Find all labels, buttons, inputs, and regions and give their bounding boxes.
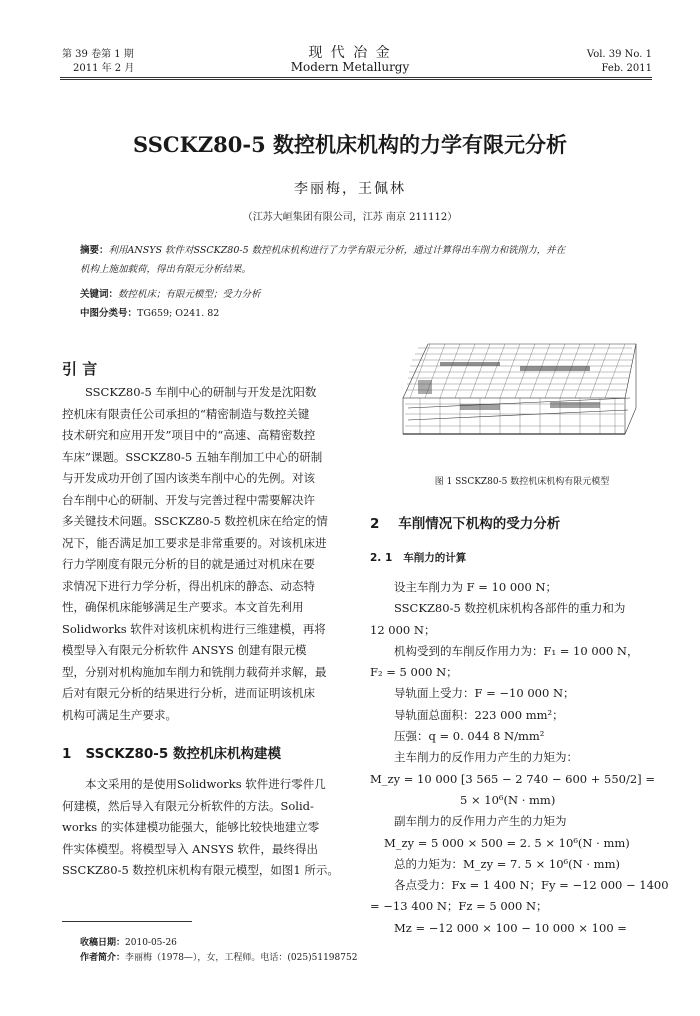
section-2-1-title: 车削力的计算 <box>403 552 467 564</box>
calc-line: 副车削力的反作用力产生的力矩为 <box>394 814 567 829</box>
calc-line: 压强：q = 0. 044 8 N/mm² <box>394 729 545 744</box>
fem-model-figure <box>400 336 640 454</box>
journal-name-cn: 现 代 冶 金 <box>308 45 392 61</box>
page-title: SSCKZ80-5 数控机床机构的力学有限元分析 <box>132 132 568 157</box>
calc-line: 设主车削力为 F = 10 000 N； <box>394 580 558 594</box>
intro-line: 与开发成功开创了国内该类车削中心的先例。对该 <box>62 471 315 485</box>
header-rule-thin <box>60 79 652 80</box>
figure-1-caption: 图 1 SSCKZ80-5 数控机床机构有限元模型 <box>434 477 610 487</box>
clc-label: 中图分类号： <box>80 308 138 319</box>
calc-line: = −13 400 N；Fz = 5 000 N； <box>370 899 548 914</box>
calculation-block <box>370 577 669 939</box>
calc-line: 各点受力：Fx = 1 400 N；Fy = −12 000 − 1400 <box>394 878 669 893</box>
intro-line: 车床”课题。SSCKZ80-5 五轴车削加工中心的研制 <box>62 449 323 464</box>
issue-date: 2011 年 2 月 <box>73 63 135 74</box>
intro-line: 技术研究和应用开发”项目中的“高速、高精密数控 <box>62 428 316 442</box>
intro-line: 机构可满足生产要求。 <box>62 707 177 722</box>
abstract-text-1: 利用ANSYS 软件对SSCKZ80-5 数控机床机构进行了力学有限元分析，通过计算得出车削力和铣削力，并在 <box>108 245 566 256</box>
section-1-line: 件实体模型。将模型导入 ANSYS 软件，最终得出 <box>62 841 319 856</box>
received-label: 收稿日期： <box>80 938 126 948</box>
author-bio-label: 作者简介： <box>80 953 126 963</box>
intro-line: SSCKZ80-5 车削中心的研制与开发是沈阳数 <box>85 385 317 399</box>
section-1-number: 1 <box>62 746 72 762</box>
calc-line: 12 000 N； <box>370 622 436 637</box>
machine-components <box>418 362 600 410</box>
intro-line: 型，分别对机构施加车削力和铣削力载荷并求解，最 <box>62 664 327 679</box>
calc-line: 主车削力的反作用力产生的力矩为： <box>394 750 578 765</box>
section-2-1-heading <box>370 550 466 565</box>
calc-line: 5 × 10⁶(N · mm) <box>460 792 556 807</box>
abstract <box>80 241 640 279</box>
intro-line: 行力学刚度有限元分析的目的就是通过对机床在要 <box>62 557 315 571</box>
journal-name-en: Modern Metallurgy <box>290 60 410 74</box>
section-1-paragraph <box>62 774 350 882</box>
intro-line: 控机床有限责任公司承担的“精密制造与数控关键 <box>62 406 310 421</box>
issue-volume: 第 39 卷第 1 期 <box>62 49 134 60</box>
section-2-number: 2 <box>370 516 380 532</box>
abstract-text-2: 机构上施加载荷，得出有限元分析结果。 <box>80 264 252 275</box>
date-en: Feb. 2011 <box>601 63 652 74</box>
section-1-line: works 的实体建模功能强大，能够比较快地建立零 <box>62 820 320 834</box>
calc-line: SSCKZ80-5 数控机床机构各部件的重力和为 <box>394 601 626 616</box>
abstract-label: 摘要： <box>80 245 109 256</box>
calc-line: Mz = −12 000 × 100 − 10 000 × 100 = <box>394 920 627 935</box>
section-1-title: SSCKZ80-5 数控机床机构建模 <box>85 746 281 762</box>
keywords-label: 关键词： <box>80 289 119 300</box>
intro-line: 况下，能否满足加工要求是非常重要的。对该机床进 <box>62 535 327 550</box>
intro-line: 后对有限元分析的结果进行分析，进而证明该机床 <box>62 686 315 700</box>
calc-line: F₂ = 5 000 N； <box>370 665 458 680</box>
authors: 李丽梅，王佩林 <box>294 181 406 197</box>
intro-line: Solidworks 软件对该机床机构进行三维建模，再将 <box>62 621 326 636</box>
footnote-rule <box>62 921 192 922</box>
author-bio <box>80 950 357 963</box>
clc-text: TG659; O241. 82 <box>137 308 220 319</box>
intro-line: 性，确保机床能够满足生产要求。本文首先利用 <box>62 600 304 614</box>
section-1-line: 本文采用的是使用Solidworks 软件进行零件几 <box>85 777 326 791</box>
clc-number <box>80 305 219 319</box>
header-rule <box>60 77 652 78</box>
intro-line: 台车削中心的研制、开发与完善过程中需要解决许 <box>62 492 315 507</box>
received-date <box>80 935 177 948</box>
section-2-heading <box>370 512 560 532</box>
calc-line: 总的力矩为：M_zy = 7. 5 × 10⁶(N · mm) <box>394 856 620 871</box>
received-value: 2010-05-26 <box>125 938 177 948</box>
calc-line: 导轨面总面积：223 000 mm²； <box>394 707 564 722</box>
keywords-text: 数控机床；有限元模型；受力分析 <box>118 289 261 300</box>
intro-line: 求情况下进行力学分析，得出机床的静态、动态特 <box>62 578 315 593</box>
affiliation: （江苏大峘集团有限公司，江苏 南京 211112） <box>242 212 458 223</box>
keywords <box>80 286 261 300</box>
section-1-heading <box>62 742 281 762</box>
section-2-title: 车削情况下机构的受力分析 <box>398 516 561 532</box>
calc-line: 机构受到的车削反作用力为：F₁ = 10 000 N， <box>394 643 639 658</box>
intro-paragraph <box>62 382 350 726</box>
volume-number-en: Vol. 39 No. 1 <box>586 49 652 60</box>
section-intro-heading: 引 言 <box>62 360 98 378</box>
section-1-line: SSCKZ80-5 数控机床机构有限元模型，如图1 所示。 <box>62 863 339 877</box>
calc-line: 导轨面上受力：F = −10 000 N； <box>394 686 575 701</box>
section-1-line: 何建模，然后导入有限元分析软件的方法。Solid- <box>62 798 314 813</box>
calc-line: M_zy = 10 000 [3 565 − 2 740 − 600 + 550/2] = <box>370 771 655 786</box>
intro-line: 模型导入有限元分析软件 ANSYS 创建有限元模 <box>62 643 307 657</box>
fem-mesh <box>405 344 633 434</box>
section-2-1-number: 2. 1 <box>370 552 393 564</box>
intro-line: 多关键技术问题。SSCKZ80-5 数控机床在给定的情 <box>62 514 328 528</box>
calc-line: M_zy = 5 000 × 500 = 2. 5 × 10⁶(N · mm) <box>384 835 630 850</box>
author-bio-value: 李丽梅（1978—），女，工程师。电话：(025)51198752 <box>125 953 358 963</box>
